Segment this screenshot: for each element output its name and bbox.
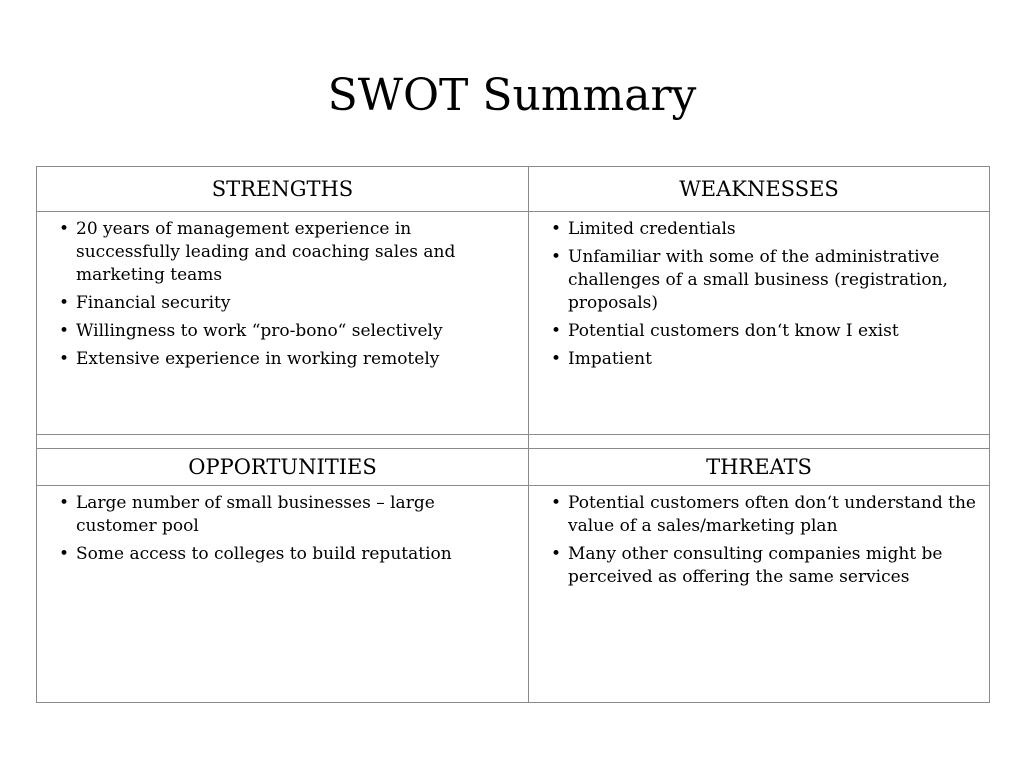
strengths-heading: STRENGTHS	[37, 167, 529, 212]
body-row-top	[37, 212, 990, 435]
threats-list	[529, 486, 989, 589]
opportunities-list	[37, 486, 528, 566]
opportunities-cell	[37, 486, 529, 703]
body-row-bottom	[37, 486, 990, 703]
weaknesses-list	[529, 212, 989, 371]
list-item: • 20 years of management experience in successfully leading and coaching sales and marketing teams	[57, 218, 518, 287]
header-row-top	[37, 167, 990, 212]
list-item: • Potential customers often don‘t understand the value of a sales/marketing plan	[549, 492, 979, 538]
list-item: • Unfamiliar with some of the administrative challenges of a small business (registration, proposals)	[549, 246, 979, 315]
weaknesses-cell	[529, 212, 990, 435]
threats-heading: THREATS	[529, 449, 990, 486]
strengths-cell	[37, 212, 529, 435]
list-item: • Impatient	[549, 348, 979, 371]
spacer-cell-left	[37, 435, 529, 449]
list-item: • Some access to colleges to build reputation	[57, 543, 518, 566]
list-item: • Large number of small businesses – large customer pool	[57, 492, 518, 538]
list-item: • Potential customers don‘t know I exist	[549, 320, 979, 343]
swot-table	[36, 166, 990, 703]
list-item: • Willingness to work “pro-bono“ selectively	[57, 320, 518, 343]
list-item: • Many other consulting companies might be perceived as offering the same services	[549, 543, 979, 589]
header-row-bottom	[37, 449, 990, 486]
spacer-cell-right	[529, 435, 990, 449]
list-item: • Financial security	[57, 292, 518, 315]
threats-cell	[529, 486, 990, 703]
spacer-row	[37, 435, 990, 449]
strengths-list	[37, 212, 528, 371]
list-item: • Extensive experience in working remotely	[57, 348, 518, 371]
list-item: • Limited credentials	[549, 218, 979, 241]
slide-title: SWOT Summary	[327, 70, 697, 121]
opportunities-heading: OPPORTUNITIES	[37, 449, 529, 486]
weaknesses-heading: WEAKNESSES	[529, 167, 990, 212]
